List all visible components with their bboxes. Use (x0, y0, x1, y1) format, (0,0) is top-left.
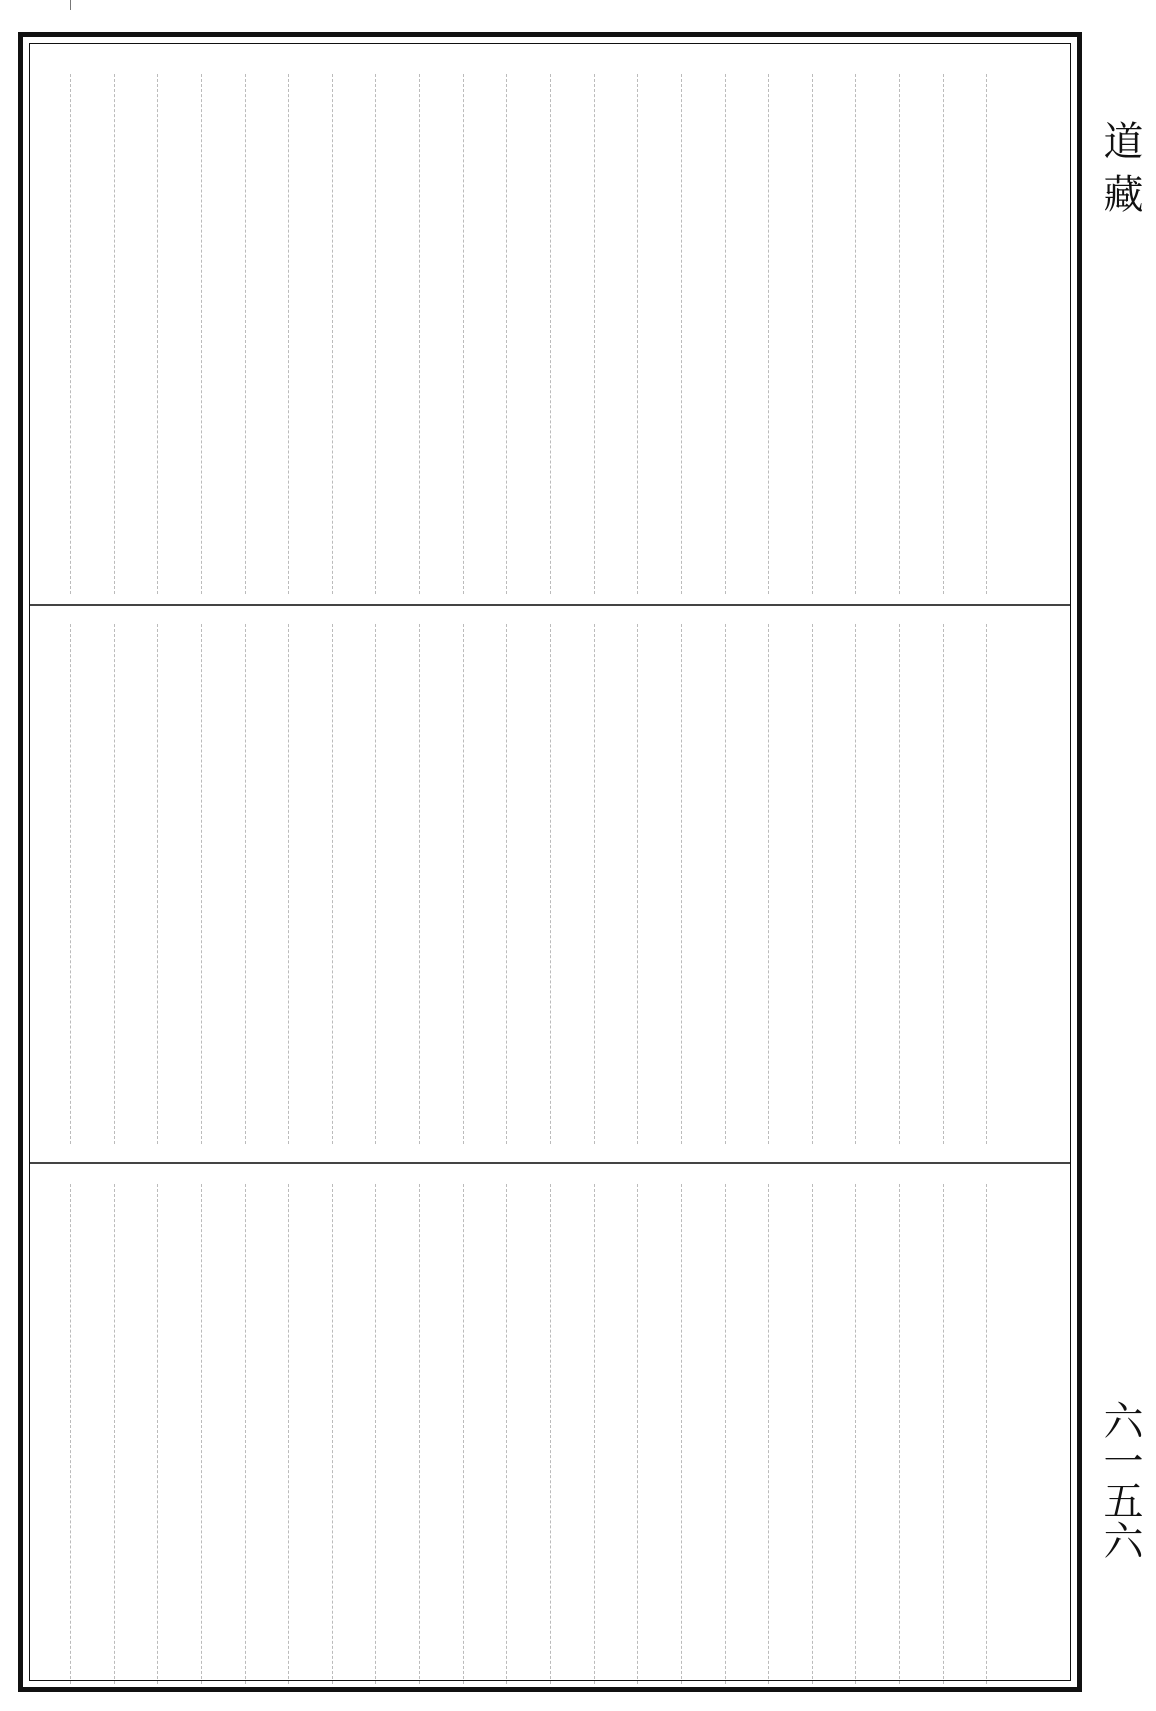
text-column (899, 1184, 944, 1684)
text-column (114, 1184, 159, 1684)
text-column (812, 1184, 857, 1684)
text-column (375, 74, 420, 594)
text-column (943, 74, 988, 594)
text-column (70, 1184, 115, 1684)
text-column (637, 1184, 682, 1684)
text-column (725, 1184, 770, 1684)
text-column (245, 624, 290, 1144)
text-column (943, 1184, 988, 1684)
text-column (855, 74, 900, 594)
text-block-2 (70, 624, 1030, 1144)
text-column (725, 74, 770, 594)
text-column (157, 1184, 202, 1684)
text-column (419, 1184, 464, 1684)
text-column (725, 624, 770, 1144)
text-column (157, 624, 202, 1144)
text-column (70, 74, 115, 594)
text-column (943, 624, 988, 1144)
text-column (332, 74, 377, 594)
margin-title-bottom: 藏 (1097, 172, 1143, 213)
text-column (855, 624, 900, 1144)
text-column (114, 624, 159, 1144)
text-column (70, 624, 115, 1144)
text-column (986, 624, 1031, 1144)
text-column (375, 1184, 420, 1684)
text-column (375, 624, 420, 1144)
section-divider-2 (30, 1162, 1070, 1164)
text-column (681, 74, 726, 594)
text-column (288, 1184, 333, 1684)
text-column (463, 1184, 508, 1684)
text-column (768, 1184, 813, 1684)
text-column (855, 1184, 900, 1684)
text-block-3 (70, 1184, 1030, 1684)
text-column (594, 1184, 639, 1684)
text-column (768, 74, 813, 594)
text-column (637, 624, 682, 1144)
text-column (114, 74, 159, 594)
text-column (550, 74, 595, 594)
text-column (594, 74, 639, 594)
text-column (463, 74, 508, 594)
margin-title-top: 道 (1097, 120, 1143, 160)
text-column (506, 1184, 551, 1684)
text-column (463, 624, 508, 1144)
text-column (506, 624, 551, 1144)
text-column (812, 74, 857, 594)
text-column (899, 74, 944, 594)
text-column (812, 624, 857, 1144)
text-column (288, 74, 333, 594)
page-inner-frame (29, 43, 1071, 1681)
margin-title (1090, 120, 1150, 213)
text-column (288, 624, 333, 1144)
text-column (201, 624, 246, 1144)
text-column (201, 74, 246, 594)
text-column (419, 74, 464, 594)
text-column (332, 624, 377, 1144)
section-divider-1 (30, 604, 1070, 606)
page-frame (18, 32, 1082, 1692)
text-column (506, 74, 551, 594)
text-column (986, 74, 1031, 594)
text-column (594, 624, 639, 1144)
text-column (245, 1184, 290, 1684)
top-edge-tick (70, 0, 71, 10)
text-block-1 (70, 74, 1030, 594)
page-number: 六一五六 (1097, 1400, 1143, 1560)
text-column (637, 74, 682, 594)
text-column (681, 624, 726, 1144)
text-column (201, 1184, 246, 1684)
text-column (899, 624, 944, 1144)
text-column (681, 1184, 726, 1684)
text-column (550, 1184, 595, 1684)
text-column (419, 624, 464, 1144)
text-column (768, 624, 813, 1144)
text-column (550, 624, 595, 1144)
text-column (332, 1184, 377, 1684)
text-column (245, 74, 290, 594)
text-column (986, 1184, 1031, 1684)
text-column (157, 74, 202, 594)
